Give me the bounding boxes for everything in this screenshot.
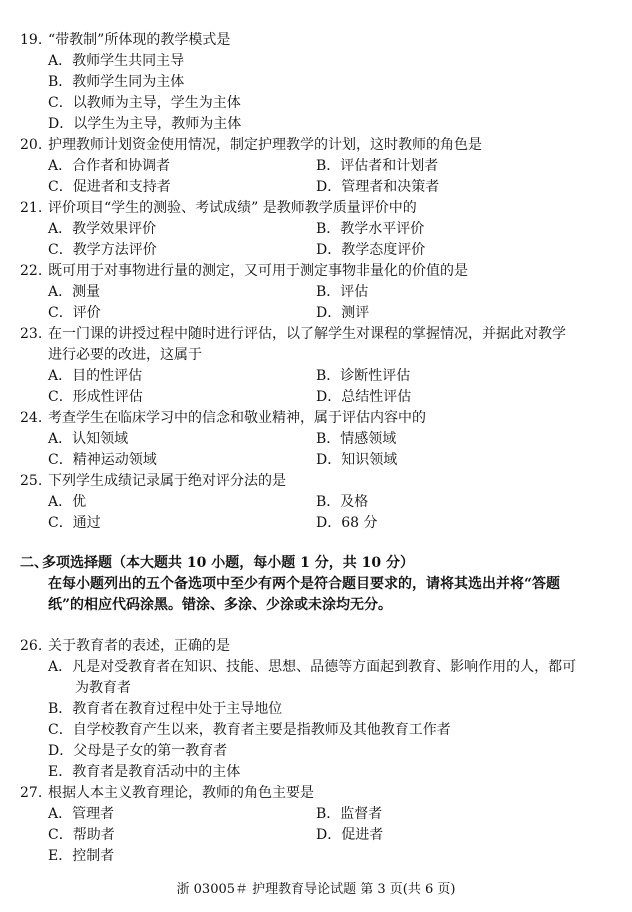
option-c: C．形成性评估: [48, 389, 143, 405]
question-text-continued: 进行必要的改进，这属于: [48, 347, 202, 363]
option-d: D．促进者: [316, 827, 384, 843]
option-b: B．监督者: [316, 806, 383, 822]
option-c: C．以教师为主导，学生为主体: [48, 95, 241, 111]
question-number: 26.: [20, 638, 43, 654]
question-text: 关于教育者的表述，正确的是: [48, 638, 230, 654]
question-number: 27.: [20, 785, 43, 801]
option-b: B．情感领域: [316, 431, 397, 447]
option-e: E．控制者: [48, 848, 115, 864]
question-number: 20.: [20, 137, 43, 153]
option-e: E．教育者是教育活动中的主体: [48, 764, 241, 780]
question-text: 护理教师计划资金使用情况，制定护理教学的计划，这时教师的角色是: [48, 137, 482, 153]
option-c: C．帮助者: [48, 827, 115, 843]
option-b: B．评估者和计划者: [316, 158, 439, 174]
option-c: C．通过: [48, 515, 101, 531]
option-d: D．测评: [316, 305, 370, 321]
section-title: 多项选择题（本大题共 10 小题，每小题 1 分，共 10 分）: [42, 555, 414, 571]
question-number: 24.: [20, 410, 43, 426]
question-number: 23.: [20, 326, 43, 342]
option-d: D．教学态度评价: [316, 242, 426, 258]
question-text: 在一门课的讲授过程中随时进行评估，以了解学生对课程的掌握情况，并据此对教学: [48, 326, 566, 342]
option-a: A．管理者: [48, 806, 115, 822]
question-text: 根据人本主义教育理论，教师的角色主要是: [48, 785, 314, 801]
option-d: D．68 分: [316, 515, 378, 531]
option-a: A．认知领域: [48, 431, 129, 447]
option-c: C．评价: [48, 305, 101, 321]
question-number: 22.: [20, 263, 43, 279]
option-c: C．精神运动领域: [48, 452, 157, 468]
option-a: A．优: [48, 494, 87, 510]
section-instructions-continued: 纸”的相应代码涂黑。错涂、多涂、少涂或未涂均无分。: [48, 597, 393, 613]
section-number: 二、: [20, 555, 48, 571]
option-c: C．教学方法评价: [48, 242, 157, 258]
question-text: “带教制”所体现的教学模式是: [48, 32, 231, 48]
option-a-continued: 为教育者: [75, 680, 131, 696]
page-footer: 浙 03005＃ 护理教育导论试题 第 3 页(共 6 页): [176, 882, 456, 897]
option-d: D．总结性评估: [316, 389, 412, 405]
option-a: A．合作者和协调者: [48, 158, 171, 174]
question-text: 考查学生在临床学习中的信念和敬业精神，属于评估内容中的: [48, 410, 426, 426]
option-a: A．教学效果评价: [48, 221, 157, 237]
option-d: D．知识领域: [316, 452, 398, 468]
option-b: B．及格: [316, 494, 369, 510]
option-a: A．凡是对受教育者在知识、技能、思想、品德等方面起到教育、影响作用的人，都可: [48, 659, 577, 675]
option-c: C．促进者和支持者: [48, 179, 171, 195]
question-number: 19.: [20, 32, 43, 48]
option-d: D．管理者和决策者: [316, 179, 440, 195]
option-d: D．以学生为主导，教师为主体: [48, 116, 242, 132]
option-a: A．目的性评估: [48, 368, 143, 384]
question-text: 下列学生成绩记录属于绝对评分法的是: [48, 473, 286, 489]
question-text: 既可用于对事物进行量的测定，又可用于测定事物非量化的价值的是: [48, 263, 468, 279]
option-c: C．自学校教育产生以来，教育者主要是指教师及其他教育工作者: [48, 722, 451, 738]
option-b: B．教育者在教育过程中处于主导地位: [48, 701, 283, 717]
section-instructions: 在每小题列出的五个备选项中至少有两个是符合题目要求的，请将其选出并将“答题: [48, 576, 561, 592]
question-number: 21.: [20, 200, 43, 216]
question-number: 25.: [20, 473, 43, 489]
option-d: D．父母是子女的第一教育者: [48, 743, 228, 759]
option-b: B．诊断性评估: [316, 368, 411, 384]
option-b: B．教学水平评价: [316, 221, 425, 237]
question-text: 评价项目“学生的测验、考试成绩” 是教师教学质量评价中的: [48, 200, 417, 216]
option-b: B．教师学生同为主体: [48, 74, 185, 90]
option-a: A．教师学生共同主导: [48, 53, 185, 69]
option-a: A．测量: [48, 284, 101, 300]
option-b: B．评估: [316, 284, 369, 300]
